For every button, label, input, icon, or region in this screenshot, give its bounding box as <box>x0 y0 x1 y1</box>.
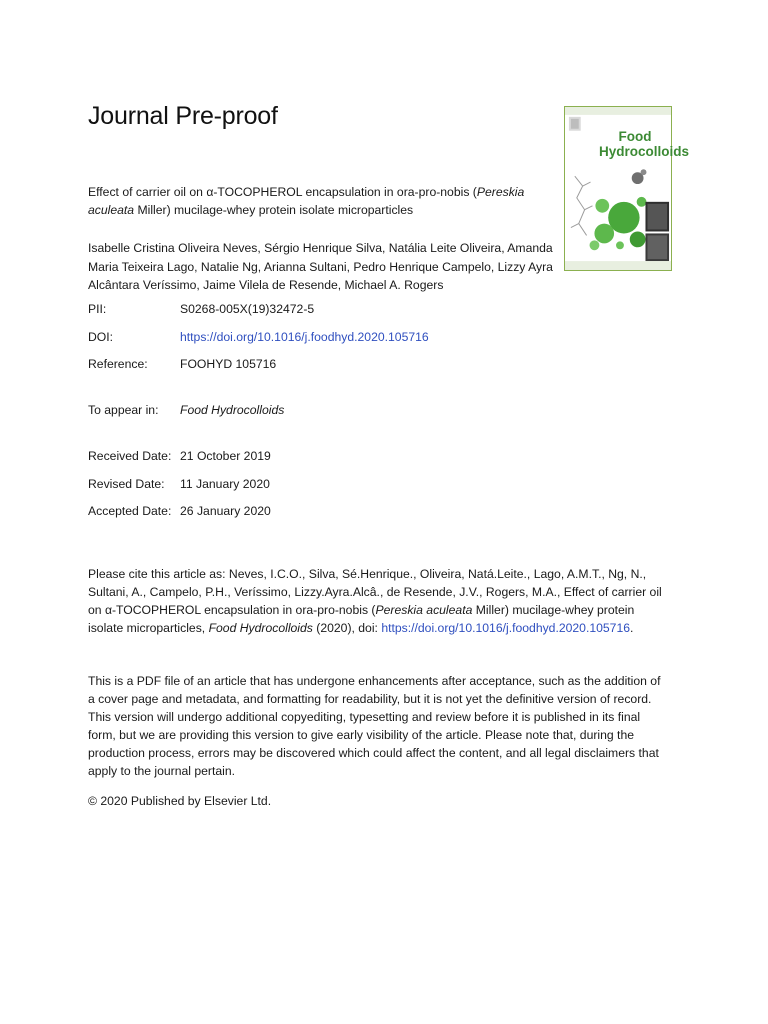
appear-label: To appear in: <box>88 403 159 417</box>
accepted-value: 26 January 2020 <box>180 504 271 518</box>
accepted-row <box>88 503 271 519</box>
revised-value: 11 January 2020 <box>180 477 270 491</box>
journal-cover-image <box>564 106 690 271</box>
citation-doi-link[interactable]: https://doi.org/10.1016/j.foodhyd.2020.105716 <box>381 621 631 635</box>
page-title: Journal Pre-proof <box>88 102 278 130</box>
doi-row <box>88 329 429 345</box>
pii-row <box>88 301 315 317</box>
disclaimer-paragraph: This is a PDF file of an article that has undergone enhancements after acceptance, such as the addition of a cover page and metadata, and formatting for readability, but it is not yet the definitive version of record. This version will undergo additional copyediting, typesetting and review before it is published in its final form, but we are providing this version to give early visibility of the article. Please note that, during the production process, errors may be discovered which could affect the content, and all legal disclaimers that apply to the journal pertain. <box>88 674 661 778</box>
pii-label: PII: <box>88 302 107 316</box>
reference-label: Reference: <box>88 357 148 371</box>
author-list: Isabelle Cristina Oliveira Neves, Sérgio Henrique Silva, Natália Leite Oliveira, Amanda Maria Teixeira Lago, Natalie Ng, Arianna Sultani, Pedro Henrique Campelo, Lizzy Ayra Alcântara Veríssimo, Jaime Vilela de Resende, Michael A. Rogers <box>88 241 553 292</box>
revised-label: Revised Date: <box>88 477 165 491</box>
accepted-label: Accepted Date: <box>88 504 172 518</box>
received-row <box>88 448 271 464</box>
appear-row <box>88 402 285 418</box>
revised-row <box>88 476 270 492</box>
received-label: Received Date: <box>88 449 172 463</box>
copyright-notice: © 2020 Published by Elsevier Ltd. <box>88 794 272 808</box>
cover-journal-title: Food Hydrocolloids <box>599 129 690 159</box>
appear-value: Food Hydrocolloids <box>180 403 285 417</box>
doi-link[interactable]: https://doi.org/10.1016/j.foodhyd.2020.105716 <box>180 330 429 344</box>
doi-label: DOI: <box>88 330 114 344</box>
received-value: 21 October 2019 <box>180 449 271 463</box>
pii-value: S0268-005X(19)32472-5 <box>180 302 315 316</box>
article-title: Effect of carrier oil on α-TOCOPHEROL encapsulation in ora-pro-nobis (Pereskia aculeata Miller) mucilage-whey protein isolate microparticles <box>88 185 525 217</box>
reference-value: FOOHYD 105716 <box>180 357 277 371</box>
citation-paragraph: Please cite this article as: Neves, I.C.O., Silva, Sé.Henrique., Oliveira, Natá.Leite., Lago, A.M.T., Ng, N., Sultani, A., Campelo, P.H., Veríssimo, Lizzy.Ayra.Alcâ., de Resende, J.V., Rogers, M.A., Effect of carrier oil on α-TOCOPHEROL encapsulation in ora-pro-nobis (Pereskia aculeata Miller) mucilage-whey protein isolate microparticles, Food Hydrocolloids (2020), doi: https://doi.org/10.1016/j.foodhyd.2020.105716. <box>88 567 662 635</box>
reference-row <box>88 356 277 372</box>
